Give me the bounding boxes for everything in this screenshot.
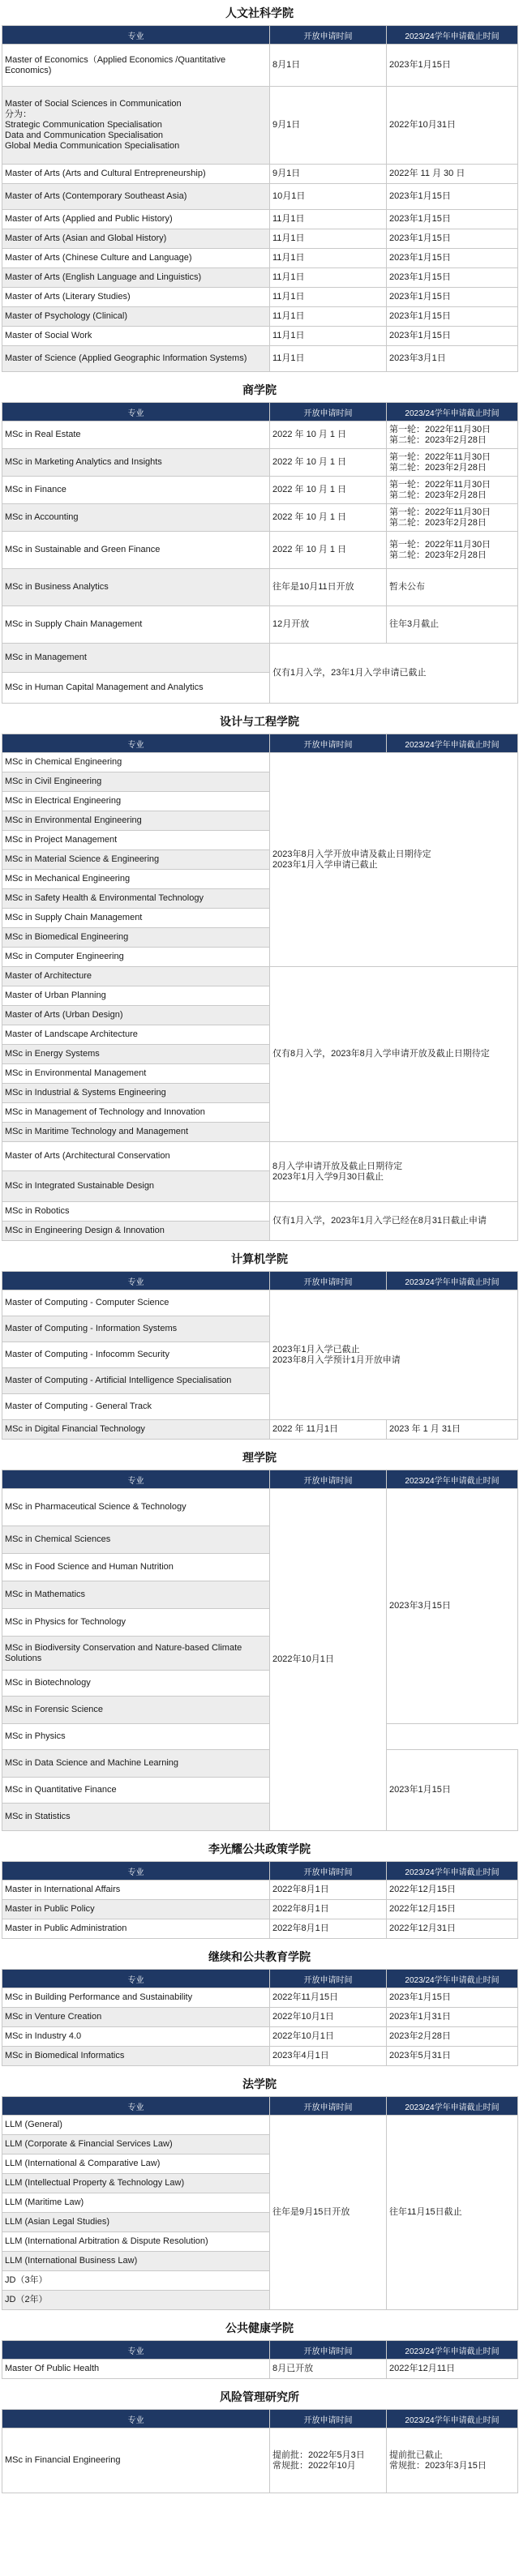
open-date: 2022 年 10 月 1 日 (270, 477, 387, 504)
major-name: MSc in Human Capital Management and Analytics (2, 673, 270, 704)
open-date-merged: 仅有8月入学，2023年8月入学申请开放及截止日期待定 (270, 967, 518, 1142)
header-major: 专业 (2, 2341, 270, 2360)
open-date: 8月1日 (270, 45, 387, 87)
table-row (2, 1202, 518, 1222)
major-name: LLM (Asian Legal Studies) (2, 2213, 270, 2232)
deadline: 2023年1月15日 (387, 210, 518, 229)
open-date-merged: 2023年8月入学开放申请及截止日期待定 2023年1月入学申请已截止 (270, 753, 518, 967)
header-major: 专业 (2, 1470, 270, 1489)
deadline: 2023年2月28日 (387, 2027, 518, 2047)
program-table (2, 1969, 518, 2066)
major-name: MSc in Pharmaceutical Science & Technology (2, 1489, 270, 1526)
header-row (2, 26, 518, 45)
major-name: LLM (International Business Law) (2, 2252, 270, 2271)
deadline: 2023年1月15日 (387, 1988, 518, 2008)
header-open-date: 开放申请时间 (270, 2341, 387, 2360)
header-row (2, 1470, 518, 1489)
open-date: 8月已开放 (270, 2360, 387, 2379)
deadline: 2022年12月15日 (387, 1900, 518, 1919)
open-date: 11月1日 (270, 288, 387, 307)
major-name: Master of Computing - Artificial Intelligence Specialisation (2, 1368, 270, 1394)
major-name: Master of Arts (Chinese Culture and Language) (2, 249, 270, 268)
major-name: MSc in Financial Engineering (2, 2428, 270, 2493)
program-table (2, 1470, 518, 1831)
major-name: MSc in Computer Engineering (2, 948, 270, 967)
program-table (2, 402, 518, 704)
deadline: 2023年1月15日 (387, 249, 518, 268)
header-open-date: 开放申请时间 (270, 26, 387, 45)
table-header (2, 26, 518, 45)
table-row (2, 327, 518, 346)
major-name: MSc in Finance (2, 477, 270, 504)
header-major: 专业 (2, 1970, 270, 1988)
table-row (2, 421, 518, 449)
deadline: 2022年12月31日 (387, 1919, 518, 1939)
major-name: MSc in Accounting (2, 504, 270, 532)
table-header (2, 1970, 518, 1988)
table-row (2, 2428, 518, 2493)
open-date: 2022 年 11月1日 (270, 1420, 387, 1440)
open-date: 提前批：2022年5月3日 常规批：2022年10月 (270, 2428, 387, 2493)
table-body (2, 2428, 518, 2493)
table-row (2, 346, 518, 372)
deadline: 提前批已截止 常规批：2023年3月15日 (387, 2428, 518, 2493)
table-row (2, 753, 518, 772)
table-row (2, 569, 518, 606)
table-header (2, 403, 518, 421)
major-name: Master of Architecture (2, 967, 270, 986)
major-name: MSc in Management (2, 644, 270, 673)
table-body (2, 1988, 518, 2066)
header-deadline: 2023/24学年申请截止时间 (387, 1862, 518, 1881)
deadline: 2023年5月31日 (387, 2047, 518, 2066)
header-major: 专业 (2, 2097, 270, 2116)
header-open-date: 开放申请时间 (270, 1272, 387, 1290)
major-name: MSc in Material Science & Engineering (2, 850, 270, 870)
header-open-date: 开放申请时间 (270, 1470, 387, 1489)
open-date-merged: 8月入学申请开放及截止日期待定 2023年1月入学9月30日截止 (270, 1142, 518, 1202)
major-name: LLM (International & Comparative Law) (2, 2155, 270, 2174)
open-date: 11月1日 (270, 346, 387, 372)
program-table (2, 2096, 518, 2310)
major-name: MSc in Supply Chain Management (2, 909, 270, 928)
table-row (2, 2116, 518, 2135)
major-name: MSc in Sustainable and Green Finance (2, 532, 270, 569)
major-name: MSc in Marketing Analytics and Insights (2, 449, 270, 477)
open-date-merged: 2022年10月1日 (270, 1489, 387, 1831)
table-header (2, 1470, 518, 1489)
table-header (2, 2097, 518, 2116)
deadline: 2023年1月15日 (387, 229, 518, 249)
section-title: 法学院 (242, 2078, 277, 2091)
major-name: MSc in Physics for Technology (2, 1609, 270, 1637)
program-table (2, 1861, 518, 1939)
table-row (2, 1750, 518, 1778)
table-body (2, 753, 518, 1241)
open-date-merged: 2023年1月入学已截止 2023年8月入学预计1月开放申请 (270, 1290, 518, 1420)
program-table (2, 25, 518, 372)
open-date: 12月开放 (270, 606, 387, 644)
major-name: Master of Arts (Urban Design) (2, 1006, 270, 1025)
open-date: 2022年10月1日 (270, 2027, 387, 2047)
major-name: MSc in Real Estate (2, 421, 270, 449)
deadline: 2023年1月15日 (387, 288, 518, 307)
deadline: 2022年10月31日 (387, 87, 518, 165)
header-row (2, 2410, 518, 2428)
major-name: MSc in Environmental Management (2, 1064, 270, 1084)
major-name: MSc in Management of Technology and Innovation (2, 1103, 270, 1123)
major-name: LLM (Maritime Law) (2, 2193, 270, 2213)
major-name: MSc in Energy Systems (2, 1045, 270, 1064)
table-row (2, 2027, 518, 2047)
program-table (2, 2340, 518, 2379)
major-name: MSc in Robotics (2, 1202, 270, 1222)
open-date: 10月1日 (270, 184, 387, 210)
major-name: MSc in Biotechnology (2, 1671, 270, 1697)
major-name: Master of Science (Applied Geographic Information Systems) (2, 346, 270, 372)
major-name: LLM (Intellectual Property & Technology Law) (2, 2174, 270, 2193)
major-name: Master of Computing - Infocomm Security (2, 1342, 270, 1368)
major-name: Master of Arts (Arts and Cultural Entrepreneurship) (2, 165, 270, 184)
header-open-date: 开放申请时间 (270, 1970, 387, 1988)
deadline: 第一轮：2022年11月30日 第二轮：2023年2月28日 (387, 532, 518, 569)
table-header (2, 2341, 518, 2360)
section-title: 设计与工程学院 (220, 716, 299, 729)
table-row (2, 477, 518, 504)
open-date: 2022 年 10 月 1 日 (270, 504, 387, 532)
table-body (2, 1881, 518, 1939)
table-row (2, 1420, 518, 1440)
header-major: 专业 (2, 734, 270, 753)
table-row (2, 249, 518, 268)
deadline: 2022年12月15日 (387, 1881, 518, 1900)
table-row (2, 1290, 518, 1316)
table-row (2, 606, 518, 644)
major-name: MSc in Statistics (2, 1804, 270, 1831)
open-date: 2022年10月1日 (270, 2008, 387, 2027)
section-title: 李光耀公共政策学院 (208, 1843, 311, 1856)
table-row (2, 644, 518, 673)
table-row (2, 87, 518, 165)
open-date: 2022年11月15日 (270, 1988, 387, 2008)
open-date: 9月1日 (270, 165, 387, 184)
major-name: MSc in Electrical Engineering (2, 792, 270, 811)
major-name: Master of Social Sciences in Communication 分为： Strategic Communication Specialisation Data and Communication Specialisation Global Media Communication Specialisation (2, 87, 270, 165)
section-title: 人文社科学院 (225, 7, 294, 20)
table-row (2, 967, 518, 986)
deadline: 2023年1月15日 (387, 45, 518, 87)
header-row (2, 1862, 518, 1881)
deadline: 2023年1月15日 (387, 268, 518, 288)
table-row (2, 45, 518, 87)
deadline-merged: 2023年3月15日 (387, 1489, 518, 1724)
major-name: MSc in Data Science and Machine Learning (2, 1750, 270, 1778)
major-name: Master of Landscape Architecture (2, 1025, 270, 1045)
header-deadline: 2023/24学年申请截止时间 (387, 1970, 518, 1988)
major-name: LLM (General) (2, 2116, 270, 2135)
open-date: 2022年8月1日 (270, 1900, 387, 1919)
major-name: MSc in Engineering Design & Innovation (2, 1222, 270, 1241)
deadline: 暂未公布 (387, 569, 518, 606)
header-open-date: 开放申请时间 (270, 2410, 387, 2428)
table-header (2, 1272, 518, 1290)
open-date: 11月1日 (270, 210, 387, 229)
header-deadline: 2023/24学年申请截止时间 (387, 403, 518, 421)
header-row (2, 1272, 518, 1290)
major-name: MSc in Biodiversity Conservation and Nature-based Climate Solutions (2, 1637, 270, 1671)
open-date: 往年是10月11日开放 (270, 569, 387, 606)
major-name: Master in International Affairs (2, 1881, 270, 1900)
major-name: Master of Arts (Literary Studies) (2, 288, 270, 307)
major-name: MSc in Food Science and Human Nutrition (2, 1554, 270, 1581)
table-body (2, 421, 518, 704)
header-major: 专业 (2, 2410, 270, 2428)
major-name: JD（2年） (2, 2291, 270, 2310)
major-name: Master Of Public Health (2, 2360, 270, 2379)
table-header (2, 734, 518, 753)
major-name: MSc in Maritime Technology and Management (2, 1123, 270, 1142)
open-date-merged: 仅有1月入学，23年1月入学申请已截止 (270, 644, 518, 704)
header-deadline: 2023/24学年申请截止时间 (387, 2097, 518, 2116)
major-name: MSc in Industry 4.0 (2, 2027, 270, 2047)
major-name: Master of Arts (Asian and Global History) (2, 229, 270, 249)
table-row (2, 184, 518, 210)
deadline: 2023年1月31日 (387, 2008, 518, 2027)
header-deadline: 2023/24学年申请截止时间 (387, 2410, 518, 2428)
header-deadline: 2023/24学年申请截止时间 (387, 26, 518, 45)
table-body (2, 1290, 518, 1440)
major-name: Master of Urban Planning (2, 986, 270, 1006)
major-name: MSc in Civil Engineering (2, 772, 270, 792)
header-row (2, 2341, 518, 2360)
major-name: Master of Psychology (Clinical) (2, 307, 270, 327)
header-open-date: 开放申请时间 (270, 1862, 387, 1881)
deadline: 2023年1月15日 (387, 184, 518, 210)
table-row (2, 1881, 518, 1900)
table-row (2, 1919, 518, 1939)
open-date: 9月1日 (270, 87, 387, 165)
header-deadline: 2023/24学年申请截止时间 (387, 734, 518, 753)
section-title: 商学院 (242, 384, 277, 397)
major-name: Master of Arts (Contemporary Southeast Asia) (2, 184, 270, 210)
table-row (2, 229, 518, 249)
section-title: 计算机学院 (231, 1253, 288, 1266)
deadline: 2023年3月1日 (387, 346, 518, 372)
header-open-date: 开放申请时间 (270, 734, 387, 753)
table-row (2, 1142, 518, 1171)
major-name: MSc in Environmental Engineering (2, 811, 270, 831)
header-row (2, 1970, 518, 1988)
major-name: MSc in Biomedical Informatics (2, 2047, 270, 2066)
table-row (2, 1988, 518, 2008)
table-row (2, 449, 518, 477)
major-name: Master of Arts (Applied and Public History) (2, 210, 270, 229)
deadline: 2023 年 1 月 31日 (387, 1420, 518, 1440)
open-date: 2022 年 10 月 1 日 (270, 421, 387, 449)
header-major: 专业 (2, 26, 270, 45)
major-name: MSc in Mathematics (2, 1581, 270, 1609)
deadline: 第一轮：2022年11月30日 第二轮：2023年2月28日 (387, 477, 518, 504)
table-row (2, 165, 518, 184)
header-row (2, 2097, 518, 2116)
table-row (2, 210, 518, 229)
table-row (2, 1489, 518, 1526)
open-date: 2022 年 10 月 1 日 (270, 532, 387, 569)
open-date: 2022年8月1日 (270, 1881, 387, 1900)
table-header (2, 2410, 518, 2428)
major-name: MSc in Project Management (2, 831, 270, 850)
table-row (2, 307, 518, 327)
open-date: 11月1日 (270, 327, 387, 346)
header-row (2, 734, 518, 753)
deadline-merged: 往年11月15日截止 (387, 2116, 518, 2310)
open-date: 11月1日 (270, 229, 387, 249)
major-name: MSc in Supply Chain Management (2, 606, 270, 644)
table-row (2, 532, 518, 569)
open-date-merged: 往年是9月15日开放 (270, 2116, 387, 2310)
table-header (2, 1862, 518, 1881)
open-date: 11月1日 (270, 249, 387, 268)
open-date: 2022 年 10 月 1 日 (270, 449, 387, 477)
major-name: MSc in Digital Financial Technology (2, 1420, 270, 1440)
major-name: MSc in Building Performance and Sustainability (2, 1988, 270, 2008)
major-name: MSc in Business Analytics (2, 569, 270, 606)
major-name: Master of Computing - Computer Science (2, 1290, 270, 1316)
major-name: MSc in Chemical Engineering (2, 753, 270, 772)
deadline-merged: 2023年1月15日 (387, 1750, 518, 1831)
major-name: MSc in Integrated Sustainable Design (2, 1171, 270, 1202)
program-table (2, 1271, 518, 1440)
major-name: Master of Arts (Architectural Conservation (2, 1142, 270, 1171)
header-major: 专业 (2, 1272, 270, 1290)
header-major: 专业 (2, 1862, 270, 1881)
deadline: 第一轮：2022年11月30日 第二轮：2023年2月28日 (387, 504, 518, 532)
deadline: 2023年1月15日 (387, 327, 518, 346)
major-name: MSc in Industrial & Systems Engineering (2, 1084, 270, 1103)
major-name: Master of Computing - Information Systems (2, 1316, 270, 1342)
major-name: MSc in Biomedical Engineering (2, 928, 270, 948)
table-row (2, 2047, 518, 2066)
major-name: LLM (Corporate & Financial Services Law) (2, 2135, 270, 2155)
major-name: Master in Public Administration (2, 1919, 270, 1939)
major-name: LLM (International Arbitration & Dispute Resolution) (2, 2232, 270, 2252)
major-name: JD（3年） (2, 2271, 270, 2291)
header-deadline: 2023/24学年申请截止时间 (387, 1272, 518, 1290)
table-body (2, 45, 518, 372)
major-name: Master of Economics（Applied Economics /Quantitative Economics) (2, 45, 270, 87)
open-date-merged: 仅有1月入学，2023年1月入学已经在8月31日截止申请 (270, 1202, 518, 1241)
table-row (2, 1900, 518, 1919)
table-body (2, 2116, 518, 2310)
section-title: 理学院 (242, 1452, 277, 1465)
major-name: Master in Public Policy (2, 1900, 270, 1919)
deadline: 往年3月截止 (387, 606, 518, 644)
open-date: 2023年4月1日 (270, 2047, 387, 2066)
major-name: MSc in Chemical Sciences (2, 1526, 270, 1554)
major-name: MSc in Physics (2, 1724, 270, 1750)
major-name: MSc in Quantitative Finance (2, 1778, 270, 1804)
major-name: MSc in Mechanical Engineering (2, 870, 270, 889)
table-row (2, 268, 518, 288)
section-title: 继续和公共教育学院 (208, 1951, 311, 1964)
header-row (2, 403, 518, 421)
major-name: Master of Computing - General Track (2, 1394, 270, 1420)
major-name: Master of Social Work (2, 327, 270, 346)
deadline: 2023年1月15日 (387, 307, 518, 327)
header-open-date: 开放申请时间 (270, 2097, 387, 2116)
header-open-date: 开放申请时间 (270, 403, 387, 421)
header-deadline: 2023/24学年申请截止时间 (387, 1470, 518, 1489)
major-name: MSc in Safety Health & Environmental Technology (2, 889, 270, 909)
table-row (2, 2360, 518, 2379)
program-table (2, 734, 518, 1241)
section-title: 公共健康学院 (225, 2322, 294, 2335)
open-date: 2022年8月1日 (270, 1919, 387, 1939)
section-title: 风险管理研究所 (220, 2391, 299, 2404)
header-deadline: 2023/24学年申请截止时间 (387, 2341, 518, 2360)
deadline: 2022年12月11日 (387, 2360, 518, 2379)
open-date: 11月1日 (270, 268, 387, 288)
deadline: 2022年 11 月 30 日 (387, 165, 518, 184)
table-row (2, 288, 518, 307)
table-body (2, 2360, 518, 2379)
major-name: Master of Arts (English Language and Linguistics) (2, 268, 270, 288)
table-row (2, 2008, 518, 2027)
program-table (2, 2409, 518, 2493)
major-name: MSc in Forensic Science (2, 1697, 270, 1724)
table-body (2, 1489, 518, 1831)
header-major: 专业 (2, 403, 270, 421)
open-date: 11月1日 (270, 307, 387, 327)
deadline: 第一轮：2022年11月30日 第二轮：2023年2月28日 (387, 449, 518, 477)
table-row (2, 1724, 518, 1750)
table-row (2, 504, 518, 532)
major-name: MSc in Venture Creation (2, 2008, 270, 2027)
deadline: 第一轮：2022年11月30日 第二轮：2023年2月28日 (387, 421, 518, 449)
